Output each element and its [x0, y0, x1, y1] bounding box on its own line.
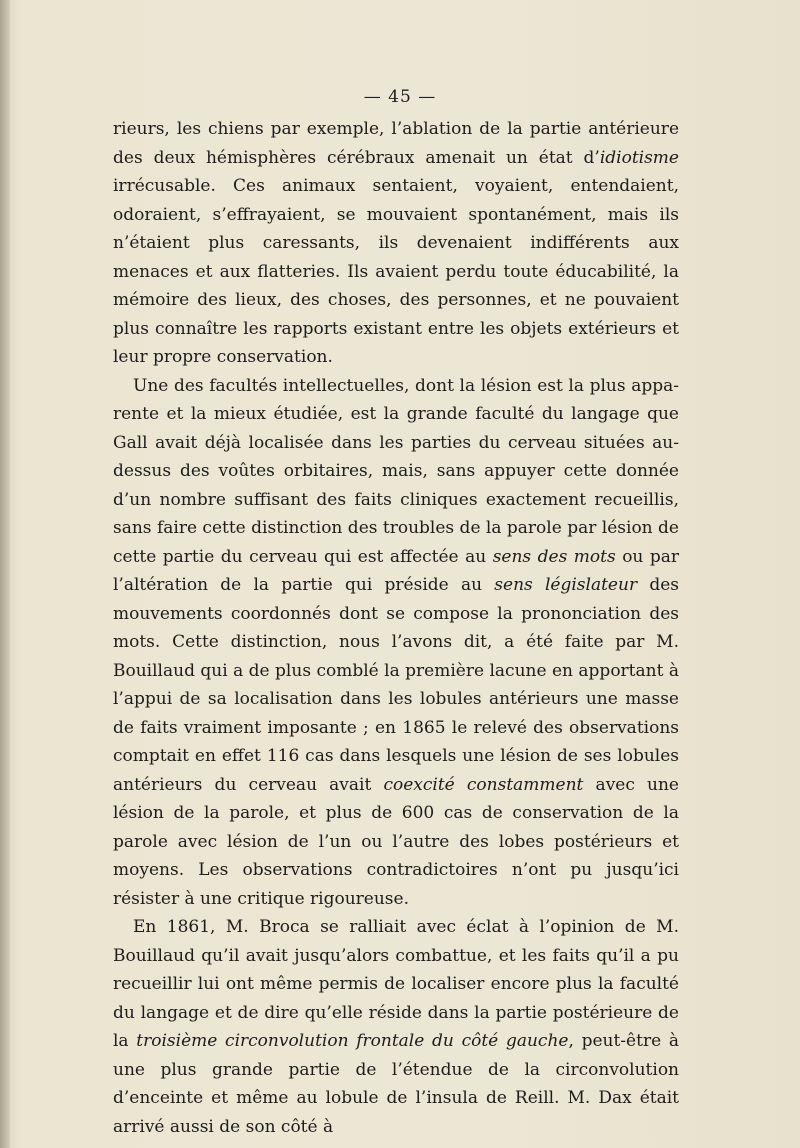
text-run: ou par l’altération de la partie qui préside au [113, 546, 680, 595]
text-run: irrécusable. Ces animaux sentaient, voyaient, entendaient, odoraient, s’effrayaient, se mouvaient spontanément, mais ils n’étaient plus caressants, ils devenaient indifférents aux menaces et aux flatteries. Ils avaient perdu toute éducabilité, la mémoire des lieux, des choses, des personnes, et ne pouvaient plus connaître les rapports existant entre les objets extérieurs et leur propre conservation. [113, 176, 679, 367]
paragraph [113, 115, 679, 372]
binding-edge [0, 0, 10, 1148]
text-run: des mouvements coordonnés dont se compose la prononciation des mots. Cette distinction, nous l’avons dit, a été faite par M. Bouillaud qui a de plus comblé la première lacune en apportant à l’appui de sa localisation dans les lobules antérieurs une masse de faits vraiment imposante ; en 1865 le relevé des observations comptait en effet 116 cas dans lesquels une lésion de ses lobules antérieurs du cerveau avait [113, 575, 679, 795]
text-run: , peut-être à une plus grande partie de l’étendue de la circonvolution d’enceinte et même au lobule de l’insula de Reill. M. Dax était arrivé aussi de son côté à [113, 1031, 679, 1137]
italic-phrase: sens législateur [494, 575, 638, 595]
page-number: — 45 — [363, 87, 437, 107]
text-run: rieurs, les chiens par exemple, l’ablation de la partie antérieure des deux hémisphères cérébraux amenait un état d’ [113, 119, 679, 168]
text-run: avec une lésion de la parole, et plus de 600 cas de conservation de la parole avec lésion de l’un ou l’autre des lobes postérieurs et moyens. Les observations contradictoires n’ont pu jusqu’ici résister à une critique rigoureuse. [113, 774, 679, 909]
italic-phrase: coexcité constamment [383, 774, 584, 795]
text-run: En 1861, M. Broca se ralliait avec éclat à l’opinion de M. Bouillaud qu’il avait jusqu’alors combattue, et les faits qu’il a pu recueillir lui ont même permis de localiser encore plus la faculté du langage et de dire qu’elle réside dans la partie postérieure de la [113, 917, 679, 1051]
italic-phrase: troisième circonvolution frontale du côté gauche [136, 1031, 569, 1051]
italic-phrase: idiotisme [599, 147, 679, 168]
italic-phrase: sens des mots [492, 546, 616, 567]
paragraph [113, 913, 679, 1141]
paragraph [113, 372, 679, 914]
text-run: Une des facultés intellectuelles, dont la lésion est la plus apparente et la mieux étudiée, est la grande faculté du langage que Gall avait déjà localisée dans les parties du cerveau situées au-dessus des voûtes orbitaires, mais, sans appuyer cette donnée d’un nombre suffisant des faits cliniques exactement recueillis, sans faire cette distinction des troubles de la parole par lésion de cette partie du cerveau qui est affectée au [113, 375, 679, 567]
body-text [113, 115, 679, 1141]
